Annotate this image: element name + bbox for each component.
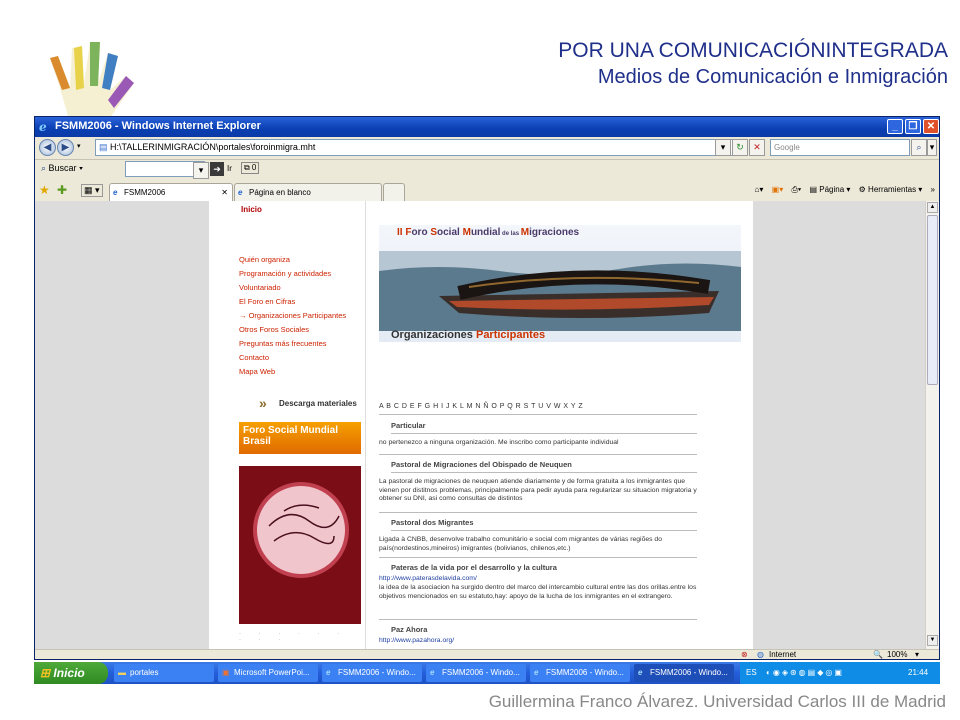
banner-footer bbox=[391, 329, 545, 341]
page-menu[interactable]: ▤ Página ▾ bbox=[809, 185, 851, 194]
foro-brasil-banner[interactable] bbox=[239, 422, 361, 454]
org-url[interactable]: http://www.paterasdelavida.com/ bbox=[379, 575, 477, 582]
org-description: Ligada à CNBB, desenvolve trabalho comunitário e social com migrantes de várias regiões do país(nordestinos,mineiros) imigrantes (bolivianos, chilenos,etc.) bbox=[379, 536, 662, 552]
status-bar bbox=[35, 649, 939, 660]
more-chevron-icon[interactable]: » bbox=[930, 185, 935, 194]
zone-label: Internet bbox=[769, 650, 797, 659]
banner-word: igraciones bbox=[529, 227, 580, 238]
banner-initial: M bbox=[520, 227, 530, 238]
org-name: Pastoral dos Migrantes bbox=[391, 518, 474, 527]
header-banner bbox=[379, 225, 741, 342]
zoom-level[interactable]: 100% bbox=[887, 650, 908, 659]
banner-foot-word: Organizaciones bbox=[391, 329, 473, 341]
tab-label: FSMM2006 bbox=[124, 188, 166, 197]
refresh-icon[interactable]: ↻ bbox=[732, 139, 748, 156]
menu-item[interactable]: Otros Foros Sociales bbox=[239, 325, 310, 334]
tab-fsmm2006[interactable] bbox=[109, 183, 233, 201]
tab-label: Página en blanco bbox=[249, 188, 311, 197]
history-chevron-icon[interactable]: ▾ bbox=[77, 143, 81, 150]
go-arrow-icon[interactable]: ➜ bbox=[210, 162, 224, 176]
quick-tabs-icon[interactable]: ▦ ▾ bbox=[81, 184, 103, 197]
start-button[interactable] bbox=[34, 662, 108, 684]
banner-roman: II bbox=[397, 227, 406, 238]
search-options-icon[interactable]: ▾ bbox=[927, 139, 937, 156]
back-icon[interactable]: ◀ bbox=[39, 139, 56, 156]
tray-icons[interactable]: ◐◉◈⊛◍▤◆◎▣ bbox=[766, 668, 844, 677]
ie-icon: e bbox=[638, 668, 643, 677]
hand-logo bbox=[30, 28, 170, 128]
address-dropdown-icon[interactable]: ▾ bbox=[715, 139, 731, 156]
taskbar bbox=[34, 662, 940, 684]
slide-title bbox=[558, 38, 948, 90]
tab-pagina-en-blanco[interactable] bbox=[234, 183, 382, 201]
poster-image bbox=[239, 466, 361, 624]
start-label: Inicio bbox=[53, 666, 85, 680]
boat-photo bbox=[379, 241, 741, 331]
slide-title-line2: Medios de Comunicación e Inmigración bbox=[597, 66, 948, 88]
banner-word: oro bbox=[411, 227, 431, 238]
ie-tab-icon: e bbox=[238, 188, 243, 197]
brasil-line2: Brasil bbox=[243, 436, 271, 447]
vertical-scrollbar[interactable] bbox=[925, 201, 940, 649]
powerpoint-icon: ▣ bbox=[222, 668, 230, 677]
search-input[interactable] bbox=[770, 139, 910, 156]
banner-initial: S bbox=[430, 227, 438, 238]
address-input[interactable] bbox=[95, 139, 747, 156]
web-page bbox=[209, 201, 753, 649]
buscar-button[interactable]: ⌕ Buscar ▾ bbox=[41, 163, 83, 173]
org-name: Particular bbox=[391, 421, 426, 430]
taskbar-item[interactable] bbox=[322, 664, 422, 682]
tools-menu[interactable]: ⚙ Herramientas ▾ bbox=[858, 185, 923, 194]
feeds-icon[interactable]: ▣▾ bbox=[771, 185, 784, 194]
ie-icon: e bbox=[430, 668, 435, 677]
popup-status-icon: ⊗ bbox=[741, 650, 748, 659]
ie-icon: e bbox=[39, 120, 47, 134]
new-tab-button[interactable] bbox=[383, 183, 405, 201]
command-bar bbox=[755, 185, 935, 195]
tab-close-icon[interactable]: ✕ bbox=[221, 188, 228, 197]
address-text: H:\TALLERINMIGRACIÓN\portales\foroinmigra.mht bbox=[110, 142, 316, 152]
print-icon[interactable]: ⎙▾ bbox=[791, 185, 802, 194]
org-description: La pastoral de migraciones de neuquen atiende diariamente y de forma gratuita a los inmigrantes que vienen por distitnos problemas, principalmente para pedir ayuda para regularizar su situacion migratoria y obtener su DNI, asi como consultas de distintos bbox=[379, 478, 697, 502]
dots-separator: · · · · · · · · · bbox=[239, 631, 348, 643]
taskbar-label: FSMM2006 - Windo... bbox=[650, 668, 728, 677]
taskbar-label: portales bbox=[130, 668, 159, 677]
tools-menu-label: Herramientas bbox=[868, 185, 917, 194]
maximize-button[interactable]: ❐ bbox=[905, 119, 921, 134]
taskbar-item[interactable] bbox=[426, 664, 526, 682]
divider bbox=[391, 433, 697, 434]
divider bbox=[379, 512, 697, 513]
taskbar-item[interactable] bbox=[218, 664, 318, 682]
zoom-dropdown-icon[interactable]: ▾ bbox=[915, 650, 920, 659]
taskbar-item[interactable] bbox=[530, 664, 630, 682]
menu-item[interactable]: El Foro en Cifras bbox=[239, 297, 296, 306]
divider bbox=[391, 472, 697, 473]
taskbar-item[interactable] bbox=[114, 664, 214, 682]
left-column bbox=[223, 201, 366, 649]
taskbar-item-active[interactable] bbox=[634, 664, 734, 682]
org-name: Pateras de la vida por el desarrollo y la cultura bbox=[391, 563, 557, 572]
taskbar-label: FSMM2006 - Windo... bbox=[442, 668, 520, 677]
popup-blocker-icon[interactable]: ⧉ 0 bbox=[241, 162, 259, 174]
menu-item[interactable]: Voluntariado bbox=[239, 283, 281, 292]
toolbar-dropdown-icon[interactable]: ▾ bbox=[193, 162, 209, 179]
slide-footer: Guillermina Franco Álvarez. Universidad Carlos III de Madrid bbox=[488, 692, 946, 711]
stop-icon[interactable]: ✕ bbox=[749, 139, 765, 156]
alphabet-index[interactable]: A B C D E F G H I J K L M N Ñ O P Q R S T U V W X Y Z bbox=[379, 403, 584, 410]
forward-icon[interactable]: ▶ bbox=[57, 139, 74, 156]
double-chevron-icon: » bbox=[259, 395, 267, 411]
taskbar-label: FSMM2006 - Windo... bbox=[338, 668, 416, 677]
ir-label[interactable]: Ir bbox=[227, 164, 232, 173]
descarga-link[interactable]: Descarga materiales bbox=[279, 399, 357, 408]
divider bbox=[379, 454, 697, 455]
close-button[interactable]: ✕ bbox=[923, 119, 939, 134]
scroll-down-icon[interactable]: ▼ bbox=[927, 635, 938, 646]
magnifier-icon: ⌕ bbox=[41, 163, 49, 173]
globe-icon: ◍ bbox=[757, 650, 764, 659]
folder-icon: ▬ bbox=[118, 668, 126, 677]
buscar-label: Buscar bbox=[48, 163, 77, 173]
page-menu-label: Página bbox=[819, 185, 845, 194]
slide-title-line1: POR UNA COMUNICACIÓNINTEGRADA bbox=[558, 39, 948, 62]
clock: 21:44 bbox=[908, 668, 929, 677]
taskbar-label: Microsoft PowerPoi... bbox=[234, 668, 310, 677]
zoom-icon[interactable]: 🔍 bbox=[873, 650, 883, 659]
add-favorite-icon[interactable]: ✚ bbox=[57, 183, 68, 197]
title-bar[interactable] bbox=[35, 117, 939, 137]
ie-icon: e bbox=[326, 668, 331, 677]
windows-flag-icon: ⊞ bbox=[40, 666, 51, 680]
banner-word: de las bbox=[500, 231, 521, 237]
org-name: Paz Ahora bbox=[391, 625, 428, 634]
divider bbox=[379, 414, 697, 415]
search-placeholder: Google bbox=[774, 143, 800, 152]
banner-title bbox=[397, 227, 579, 238]
window-title: FSMM2006 - Windows Internet Explorer bbox=[55, 120, 261, 132]
brasil-line1: Foro Social Mundial bbox=[243, 425, 339, 436]
inicio-link[interactable]: Inicio bbox=[241, 205, 262, 214]
page-viewport bbox=[35, 201, 925, 649]
divider bbox=[379, 557, 697, 558]
taskbar-label: FSMM2006 - Windo... bbox=[546, 668, 624, 677]
divider bbox=[391, 530, 697, 531]
menu-item[interactable]: Contacto bbox=[239, 353, 270, 362]
ie-window bbox=[34, 116, 940, 660]
org-name: Pastoral de Migraciones del Obispado de Neuquen bbox=[391, 460, 572, 469]
tab-bar bbox=[35, 181, 939, 201]
language-indicator[interactable]: ES bbox=[746, 668, 757, 677]
menu-item[interactable]: Preguntas más frecuentes bbox=[239, 339, 327, 348]
divider bbox=[379, 619, 697, 620]
menu-item-active[interactable]: → Organizaciones Participantes bbox=[239, 311, 347, 320]
search-go-icon[interactable]: ⌕ bbox=[911, 139, 927, 156]
system-tray bbox=[740, 662, 940, 684]
page-icon: ▤ bbox=[99, 142, 108, 152]
home-icon[interactable]: ⌂▾ bbox=[754, 185, 764, 194]
search-toolbar bbox=[35, 159, 939, 182]
org-description: no pertenezco a ninguna organización. Me inscribo como participante individual bbox=[379, 439, 619, 446]
scroll-up-icon[interactable]: ▲ bbox=[927, 202, 938, 213]
menu-item[interactable]: Programación y actividades bbox=[239, 269, 332, 278]
banner-initial: F bbox=[405, 227, 412, 238]
scroll-thumb[interactable] bbox=[927, 215, 938, 385]
org-url[interactable]: http://www.pazahora.org/ bbox=[379, 637, 455, 644]
ie-icon: e bbox=[534, 668, 539, 677]
favorites-star-icon[interactable]: ★ bbox=[39, 183, 50, 197]
org-description: la idea de la asociacion ha surgido dentro del marco del intercambio cultural entre las dos orillas.entre los objetivos mencionados en su estatuto,hay: apoyo de la lucha de los inmigrantes en el extrangero. bbox=[379, 584, 697, 600]
address-toolbar bbox=[35, 137, 939, 160]
main-column bbox=[379, 201, 743, 649]
menu-item[interactable]: Quién organiza bbox=[239, 255, 290, 264]
ie-tab-icon: e bbox=[113, 188, 118, 197]
minimize-button[interactable]: _ bbox=[887, 119, 903, 134]
banner-word: undial bbox=[470, 227, 501, 238]
banner-word: ocial bbox=[437, 227, 463, 238]
banner-foot-word: Participantes bbox=[472, 329, 546, 341]
menu-item[interactable]: Mapa Web bbox=[239, 367, 276, 376]
banner-initial: M bbox=[462, 227, 471, 238]
